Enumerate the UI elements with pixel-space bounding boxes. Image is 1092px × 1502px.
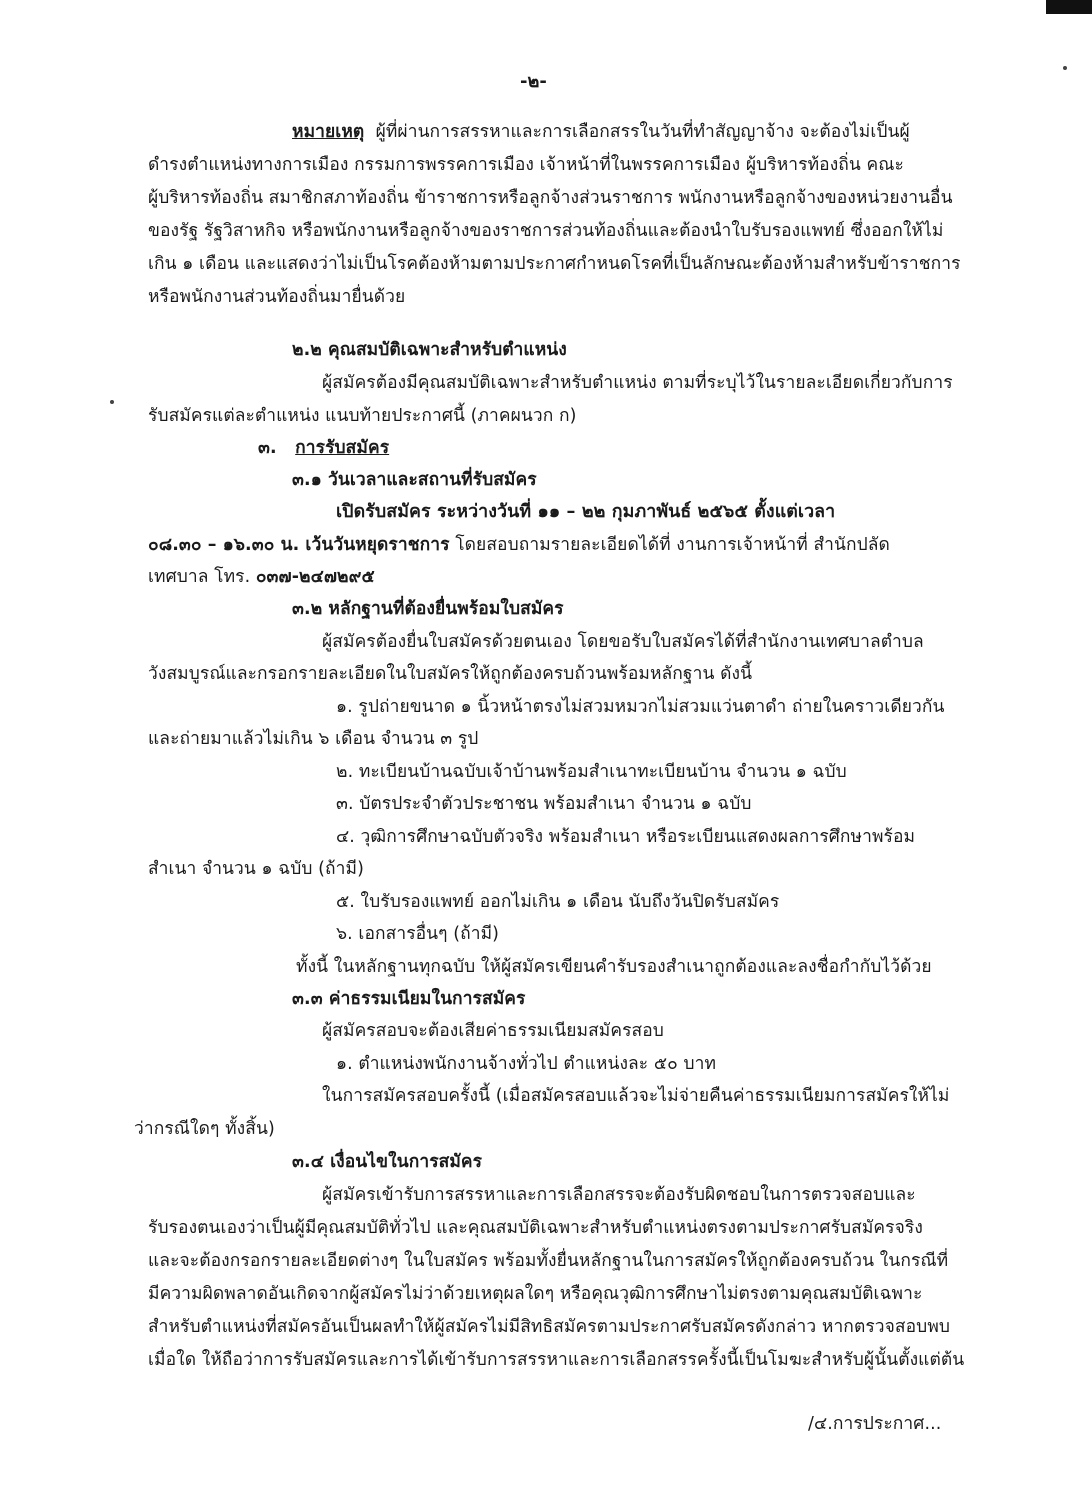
- remark-line: เกิน ๑ เดือน และแสดงว่าไม่เป็นโรคต้องห้ามตามประกาศกำหนดโรคที่เป็นลักษณะต้องห้ามสำหรับข้าราชการ: [148, 254, 961, 274]
- remark-line: หรือพนักงานส่วนท้องถิ่นมายื่นด้วย: [148, 287, 406, 307]
- section-2-2-line: ผู้สมัครต้องมีคุณสมบัติเฉพาะสำหรับตำแหน่ง ตามที่ระบุไว้ในรายละเอียดเกี่ยวกับการ: [322, 373, 953, 393]
- remark-line: ผู้บริหารท้องถิ่น สมาชิกสภาท้องถิ่น ข้าราชการหรือลูกจ้างส่วนราชการ พนักงานหรือลูกจ้างของหน่วยงานอื่น: [148, 188, 953, 208]
- section-3-heading: [258, 436, 389, 460]
- remark-text: ผู้ที่ผ่านการสรรหาและการเลือกสรรในวันที่ทำสัญญาจ้าง จะต้องไม่เป็นผู้: [375, 122, 910, 142]
- section-3-4-line: รับรองตนเองว่าเป็นผู้มีคุณสมบัติทั่วไป และคุณสมบัติเฉพาะสำหรับตำแหน่งตรงตามประกาศรับสมัครจริง: [148, 1218, 923, 1238]
- remark-line: ของรัฐ รัฐวิสาหกิจ หรือพนักงานหรือลูกจ้างของราชการส่วนท้องถิ่นและต้องนำใบรับรองแพทย์ ซึ่งออกให้ไม่: [148, 221, 944, 241]
- section-3-1-line: เปิดรับสมัคร ระหว่างวันที่ ๑๑ – ๒๒ กุมภาพันธ์ ๒๕๖๕ ตั้งแต่เวลา: [336, 501, 836, 522]
- contact-text: โดยสอบถามรายละเอียดได้ที่ งานการเจ้าหน้าที่ สำนักปลัด: [449, 535, 890, 555]
- section-3-2-heading: ๓.๒ หลักฐานที่ต้องยื่นพร้อมใบสมัคร: [292, 599, 564, 619]
- office-hours: ๐๘.๓๐ – ๑๖.๓๐ น. เว้นวันหยุดราชการ: [148, 535, 450, 555]
- remark-label: หมายเหตุ: [292, 122, 365, 142]
- page-number: -๒-: [520, 71, 547, 92]
- document-item-1-cont: และถ่ายมาแล้วไม่เกิน ๖ เดือน จำนวน ๓ รูป: [148, 729, 479, 749]
- section-3-1-heading: ๓.๑ วันเวลาและสถานที่รับสมัคร: [292, 470, 537, 490]
- phone-label: เทศบาล โทร.: [148, 567, 256, 587]
- document-item-1: ๑. รูปถ่ายขนาด ๑ นิ้วหน้าตรงไม่สวมหมวกไม่สวมแว่นตาดำ ถ่ายในคราวเดียวกัน: [336, 697, 945, 717]
- section-3-3-line: ในการสมัครสอบครั้งนี้ (เมื่อสมัครสอบแล้วจะไม่จ่ายคืนค่าธรรมเนียมการสมัครให้ไม่: [322, 1086, 950, 1106]
- section-2-2-line: รับสมัครแต่ละตำแหน่ง แนบท้ายประกาศนี้ (ภาคผนวก ก): [148, 406, 577, 426]
- continuation-note: /๔.การประกาศ...: [808, 1414, 942, 1434]
- section-3-2-line: ผู้สมัครต้องยื่นใบสมัครด้วยตนเอง โดยขอรับใบสมัครได้ที่สำนักงานเทศบาลตำบล: [322, 632, 924, 652]
- document-item-3: ๓. บัตรประจำตัวประชาชน พร้อมสำเนา จำนวน ๑ ฉบับ: [336, 794, 752, 814]
- section-3-3-heading: ๓.๓ ค่าธรรมเนียมในการสมัคร: [292, 989, 526, 1009]
- section-3-4-heading: ๓.๔ เงื่อนไขในการสมัคร: [292, 1152, 483, 1172]
- section-3-1-line: [148, 533, 890, 557]
- section-3-number: ๓.: [258, 438, 277, 458]
- document-item-4: ๔. วุฒิการศึกษาฉบับตัวจริง พร้อมสำเนา หรือระเบียนแสดงผลการศึกษาพร้อม: [336, 827, 916, 847]
- document-item-4-cont: สำเนา จำนวน ๑ ฉบับ (ถ้ามี): [148, 859, 364, 879]
- scan-speck: [1063, 66, 1067, 70]
- section-3-4-line: มีความผิดพลาดอันเกิดจากผู้สมัครไม่ว่าด้วยเหตุผลใดๆ หรือคุณวุฒิการศึกษาไม่ตรงตามคุณสมบัติเฉพาะ: [148, 1284, 923, 1304]
- document-item-6: ๖. เอกสารอื่นๆ (ถ้ามี): [336, 924, 500, 944]
- section-3-1-line: [148, 565, 375, 589]
- document-item-5: ๕. ใบรับรองแพทย์ ออกไม่เกิน ๑ เดือน นับถึงวันปิดรับสมัคร: [336, 892, 780, 912]
- document-item-2: ๒. ทะเบียนบ้านฉบับเจ้าบ้านพร้อมสำเนาทะเบียนบ้าน จำนวน ๑ ฉบับ: [336, 762, 847, 782]
- section-3-3-line: ผู้สมัครสอบจะต้องเสียค่าธรรมเนียมสมัครสอบ: [322, 1021, 664, 1041]
- section-2-2-heading: ๒.๒ คุณสมบัติเฉพาะสำหรับตำแหน่ง: [292, 340, 567, 360]
- section-3-3-line: ว่ากรณีใดๆ ทั้งสิ้น): [134, 1119, 275, 1139]
- certification-note: ทั้งนี้ ในหลักฐานทุกฉบับ ให้ผู้สมัครเขียนคำรับรองสำเนาถูกต้องและลงชื่อกำกับไว้ด้วย: [296, 957, 932, 977]
- remark-line-1: [292, 120, 910, 144]
- scan-corner-mark: [1046, 0, 1092, 14]
- remark-line: ดำรงตำแหน่งทางการเมือง กรรมการพรรคการเมือง เจ้าหน้าที่ในพรรคการเมือง ผู้บริหารท้องถิ่น คณะ: [148, 155, 904, 175]
- section-3-2-line: วังสมบูรณ์และกรอกรายละเอียดในใบสมัครให้ถูกต้องครบถ้วนพร้อมหลักฐาน ดังนี้: [148, 664, 753, 684]
- section-3-title: การรับสมัคร: [295, 438, 390, 458]
- section-3-4-line: สำหรับตำแหน่งที่สมัครอันเป็นผลทำให้ผู้สมัครไม่มีสิทธิสมัครตามประกาศรับสมัครดังกล่าว หากตรวจสอบพบ: [148, 1317, 951, 1337]
- scan-speck: [110, 400, 114, 404]
- fee-item-1: ๑. ตำแหน่งพนักงานจ้างทั่วไป ตำแหน่งละ ๕๐ บาท: [336, 1054, 717, 1074]
- section-3-4-line: เมื่อใด ให้ถือว่าการรับสมัครและการได้เข้ารับการสรรหาและการเลือกสรรครั้งนี้เป็นโมฆะสำหรับผู้นั้นตั้งแต่ต้น: [148, 1350, 965, 1370]
- section-3-4-line: ผู้สมัครเข้ารับการสรรหาและการเลือกสรรจะต้องรับผิดชอบในการตรวจสอบและ: [322, 1185, 916, 1205]
- section-3-4-line: และจะต้องกรอกรายละเอียดต่างๆ ในใบสมัคร พร้อมทั้งยื่นหลักฐานในการสมัครให้ถูกต้องครบถ้วน ในกรณีที่: [148, 1251, 949, 1271]
- phone-number: ๐๓๗-๒๔๗๒๙๕: [255, 567, 375, 587]
